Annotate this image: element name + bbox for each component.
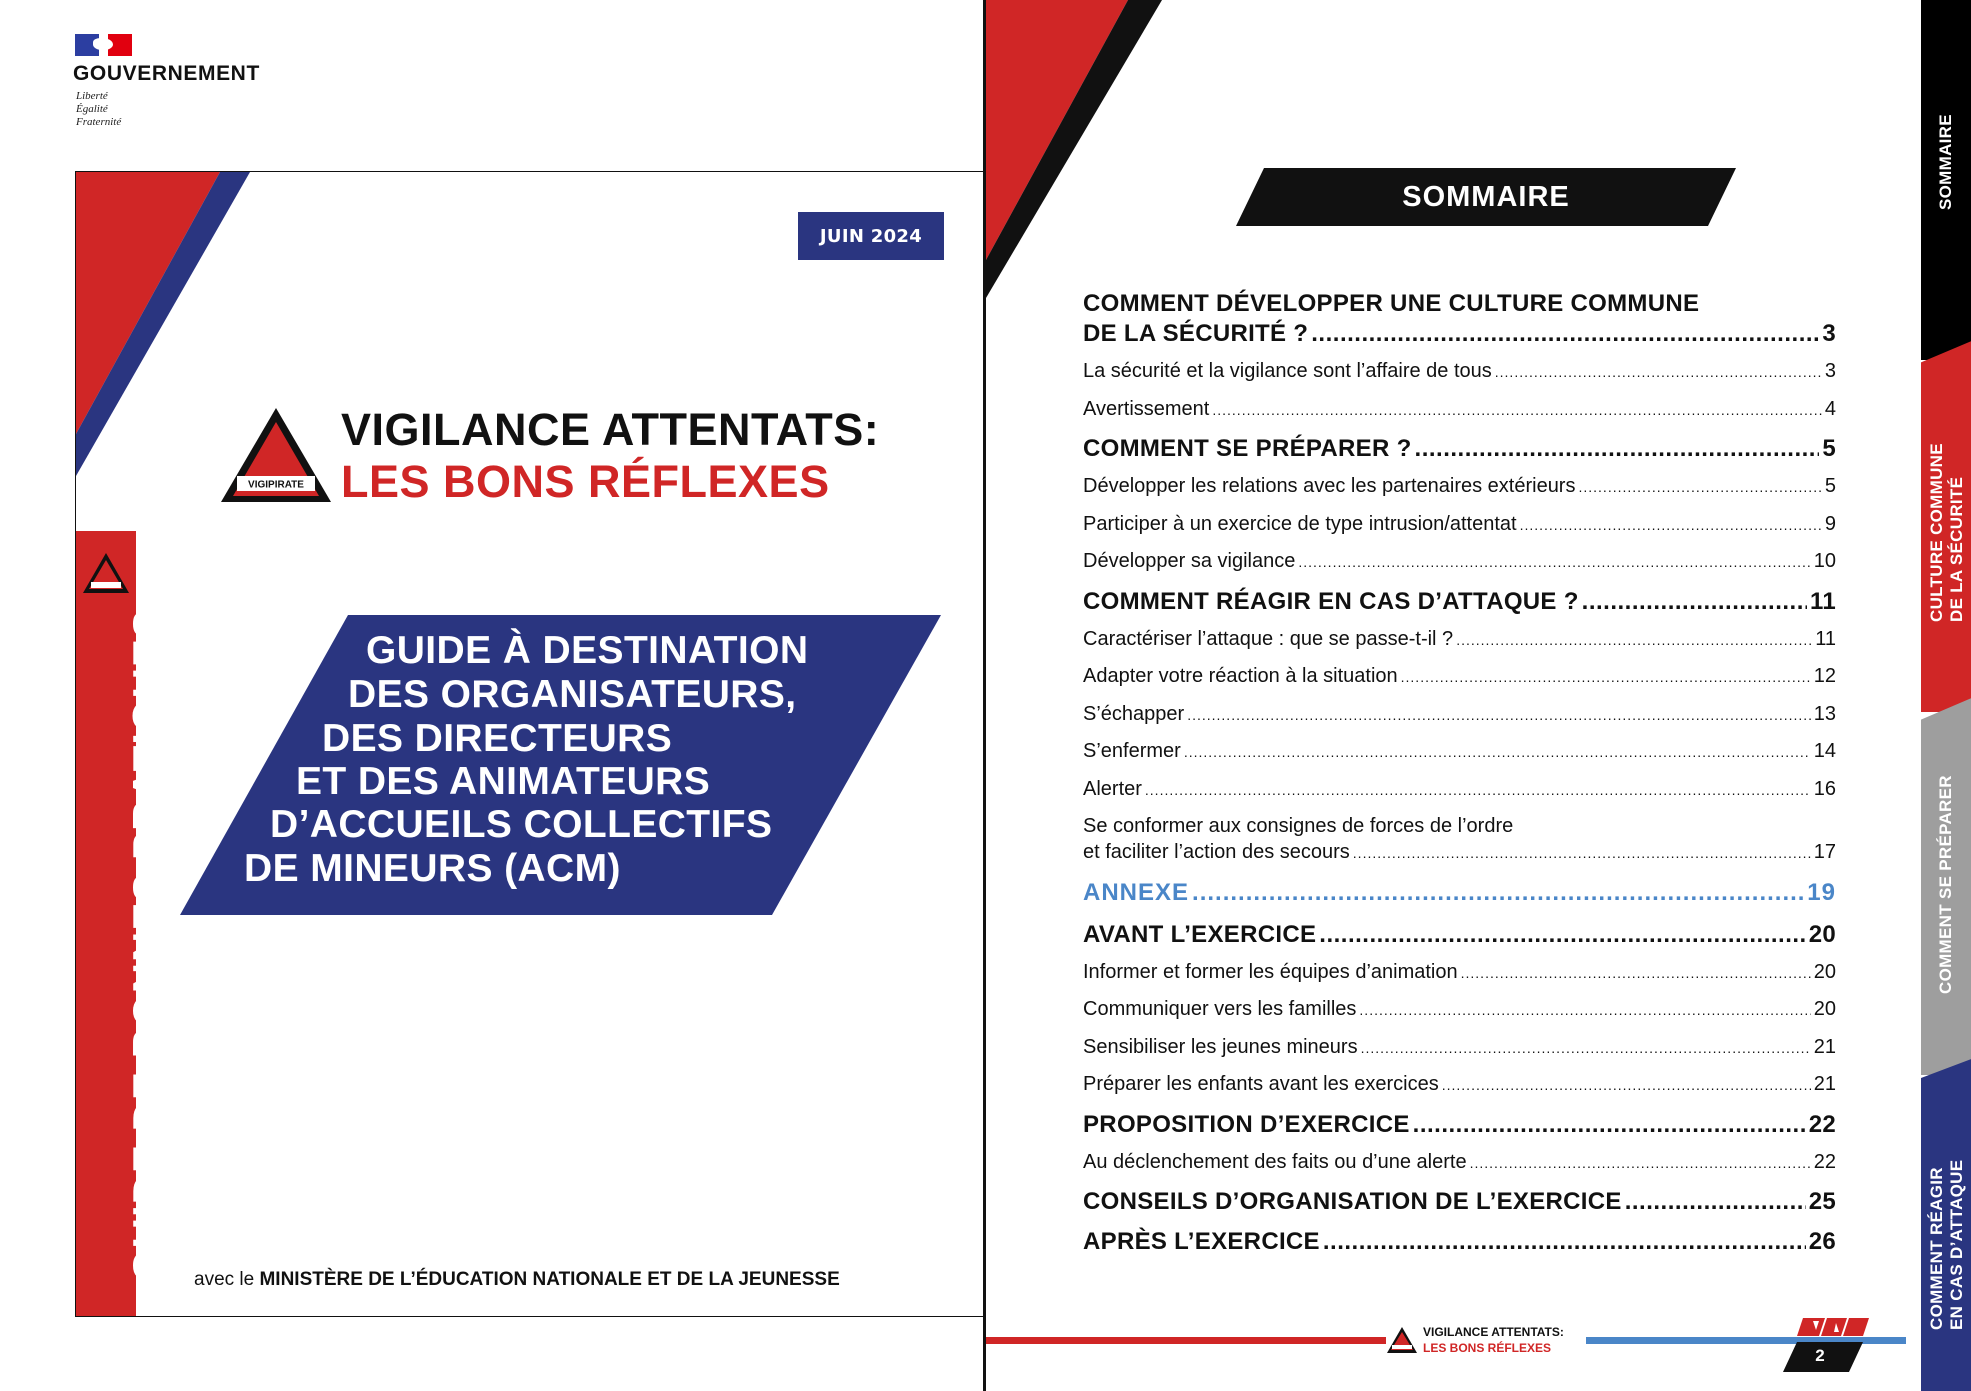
toc-page-number: 20 — [1813, 998, 1836, 1020]
toc-section-entry[interactable] — [1083, 435, 1836, 463]
toc-leader-dots — [1298, 550, 1810, 573]
section-tab-label: DE LA SÉCURITÉ — [1947, 476, 1966, 622]
section-tab-label: CULTURE COMMUNE — [1927, 443, 1946, 622]
toc-leader-dots — [1625, 1188, 1806, 1216]
guide-line: DES DIRECTEURS — [322, 717, 673, 760]
toc-entry-label: Au déclenchement des faits ou d’une alerte — [1083, 1150, 1467, 1173]
toc-leader-dots — [1415, 435, 1820, 463]
footer-title-line2: LES BONS RÉFLEXES — [1423, 1341, 1552, 1355]
cover-title-line1: VIGILANCE ATTENTATS: — [341, 404, 880, 455]
toc-leader-dots — [1401, 665, 1811, 688]
section-tab-label: COMMENT SE PRÉPARER — [1936, 775, 1955, 994]
toc-page-number: 3 — [1822, 320, 1836, 347]
toc-section-entry[interactable] — [1083, 1188, 1836, 1216]
ministry-credit: avec le MINISTÈRE DE L’ÉDUCATION NATIONALE ET DE LA JEUNESSE — [194, 1269, 840, 1290]
toc-leader-dots — [1578, 475, 1821, 498]
toc-entry-label: Participer à un exercice de type intrusion/attentat — [1083, 512, 1517, 535]
toc-entry-label: Adapter votre réaction à la situation — [1083, 665, 1398, 687]
date-badge: JUIN 2024 — [798, 212, 944, 260]
toc-entry-label: Se conformer aux consignes de forces de l’ordre — [1083, 815, 1514, 837]
toc-subsection-entry[interactable] — [1083, 703, 1836, 726]
toc-leader-dots — [1359, 998, 1810, 1021]
toc-page-number: 10 — [1813, 550, 1836, 572]
toc-subsection-entry[interactable] — [1083, 398, 1836, 421]
toc-entry-label: APRÈS L’EXERCICE — [1083, 1228, 1320, 1255]
toc-leader-dots — [1470, 1151, 1811, 1174]
guide-line: ET DES ANIMATEURS — [296, 760, 711, 803]
cover-page — [0, 0, 983, 1391]
toc-leader-dots — [1353, 841, 1811, 864]
toc-page-number: 16 — [1813, 777, 1836, 800]
toc-subsection-entry[interactable] — [1083, 475, 1836, 498]
toc-entry-label: Informer et former les équipes d’animation — [1083, 960, 1458, 983]
toc-subsection-entry[interactable] — [1083, 998, 1836, 1021]
footer-title-line1: VIGILANCE ATTENTATS: — [1423, 1325, 1564, 1339]
toc-page-number: 20 — [1813, 960, 1836, 983]
toc-entry-label: PROPOSITION D’EXERCICE — [1083, 1110, 1410, 1138]
vigipirate-logo-text: VIGIPIRATE — [248, 479, 304, 491]
section-tab-label: SOMMAIRE — [1936, 114, 1955, 210]
toc-entry-label: et faciliter l’action des secours — [1083, 841, 1350, 863]
toc-page-number: 21 — [1813, 1073, 1836, 1095]
toc-leader-dots — [1187, 703, 1811, 726]
corner-stripes-decoration — [986, 0, 1166, 310]
toc-entry-label: Caractériser l’attaque : que se passe-t-il ? — [1083, 627, 1454, 650]
toc-leader-dots — [1413, 1111, 1806, 1139]
page-number: 2 — [1815, 1346, 1825, 1365]
toc-page-number: 20 — [1808, 920, 1836, 948]
toc-subsection-entry[interactable] — [1083, 550, 1836, 573]
toc-entry-label: Développer sa vigilance — [1083, 550, 1296, 572]
toc-section-entry[interactable] — [1083, 921, 1836, 949]
toc-subsection-entry[interactable] — [1083, 1073, 1836, 1096]
cover-title-line2: LES BONS RÉFLEXES — [341, 456, 830, 507]
marianne-flag-logo — [75, 34, 132, 56]
toc-page-number: 13 — [1813, 702, 1836, 725]
toc-leader-dots — [1319, 921, 1805, 949]
sommaire-page — [983, 0, 1971, 1391]
toc-page-number: 17 — [1813, 841, 1836, 863]
toc-section-entry[interactable] — [1083, 588, 1836, 616]
toc-page-number: 22 — [1813, 1150, 1836, 1173]
toc-entry-label: Avertissement — [1083, 397, 1210, 420]
toc-section-entry[interactable] — [1083, 1111, 1836, 1139]
sommaire-title: SOMMAIRE — [1402, 180, 1570, 213]
government-name: GOUVERNEMENT — [73, 62, 260, 85]
toc-page-number: 12 — [1813, 665, 1836, 687]
toc-leader-dots — [1192, 879, 1804, 907]
toc-leader-dots — [1212, 398, 1822, 421]
toc-page-number: 3 — [1824, 360, 1836, 382]
toc-subsection-entry[interactable] — [1083, 961, 1836, 984]
toc-subsection-entry[interactable] — [1083, 841, 1836, 864]
toc-leader-dots — [1145, 778, 1811, 801]
toc-leader-dots — [1361, 1036, 1811, 1059]
government-motto: Liberté Égalité Fraternité — [76, 90, 122, 128]
toc-leader-dots — [1461, 961, 1811, 984]
toc-subsection-entry[interactable] — [1083, 740, 1836, 763]
toc-page-number: 4 — [1824, 397, 1836, 420]
toc-entry-label: Préparer les enfants avant les exercices — [1083, 1073, 1439, 1095]
toc-section-entry[interactable] — [1083, 320, 1836, 348]
toc-entry-label: COMMENT DÉVELOPPER UNE CULTURE COMMUNE — [1083, 290, 1700, 317]
footer-red-bar — [986, 1337, 1386, 1344]
toc-entry-label: Sensibiliser les jeunes mineurs — [1083, 1035, 1358, 1058]
toc-leader-dots — [1456, 628, 1812, 651]
toc-page-number: 14 — [1813, 740, 1836, 762]
guide-line: GUIDE À DESTINATION — [366, 629, 809, 672]
toc-entry-label: Communiquer vers les familles — [1083, 998, 1357, 1020]
toc-leader-dots — [1184, 740, 1811, 763]
toc-entry-label: Développer les relations avec les partenaires extérieurs — [1083, 475, 1576, 497]
toc-leader-dots — [1582, 588, 1807, 616]
cover-frame: JUIN 2024 VIGIPIRATE VIGILANCE ATTENTATS: LES BONS RÉFLEXES GUIDE À DESTINATION DES ORGANISATEURS, DES DIRECTEURS ET DES ANIMATEURS D’ACCUEILS COLLECTIFS DE MINEURS (ACM) GUIDE DE BONNES PRATIQUES avec le MINISTÈRE DE L’ÉDUCATION NATIONALE ET DE LA JEUNESSE — [75, 171, 984, 1317]
guide-line: DE MINEURS (ACM) — [244, 847, 621, 890]
section-tab-label: COMMENT RÉAGIR — [1927, 1167, 1946, 1330]
toc-entry-label: DE LA SÉCURITÉ ? — [1083, 320, 1309, 347]
toc-entry-label: COMMENT SE PRÉPARER ? — [1083, 435, 1412, 462]
toc-leader-dots — [1311, 320, 1819, 348]
toc-page-number: 5 — [1824, 475, 1836, 497]
toc-entry-label: S’échapper — [1083, 702, 1185, 725]
toc-leader-dots — [1323, 1228, 1806, 1256]
toc-section-entry[interactable] — [1083, 1228, 1836, 1256]
toc-page-number: 19 — [1807, 878, 1836, 906]
vigipirate-triangle-icon — [219, 406, 333, 504]
toc-page-number: 5 — [1822, 435, 1836, 462]
sommaire-banner — [1236, 168, 1736, 226]
toc-entry-label: AVANT L’EXERCICE — [1083, 920, 1317, 948]
toc-page-number: 11 — [1815, 627, 1836, 650]
toc-page-number: 25 — [1808, 1188, 1836, 1215]
toc-entry-label: COMMENT RÉAGIR EN CAS D’ATTAQUE ? — [1083, 587, 1579, 615]
toc-subsection-entry[interactable] — [1083, 628, 1836, 651]
toc-subsection-entry[interactable] — [1083, 665, 1836, 688]
guide-line: D’ACCUEILS COLLECTIFS — [270, 803, 773, 846]
toc-subsection-entry[interactable] — [1083, 513, 1836, 536]
toc-subsection-entry[interactable] — [1083, 1036, 1836, 1059]
toc-leader-dots — [1442, 1073, 1811, 1096]
toc-subsection-entry[interactable] — [1083, 778, 1836, 801]
toc-annex-entry[interactable] — [1083, 879, 1836, 907]
toc-entry-label: ANNEXE — [1083, 878, 1190, 906]
vigipirate-small-icon — [82, 552, 130, 594]
section-tab-label: EN CAS D’ATTAQUE — [1947, 1159, 1966, 1330]
toc-page-number: 21 — [1813, 1035, 1836, 1058]
toc-subsection-entry[interactable] — [1083, 360, 1836, 383]
toc-leader-dots — [1495, 360, 1822, 383]
toc-page-number: 22 — [1808, 1110, 1836, 1138]
vigipirate-footer-icon — [1386, 1326, 1418, 1354]
toc-page-number: 11 — [1810, 587, 1836, 615]
toc-entry-label: Alerter — [1083, 777, 1142, 800]
toc-entry-label: CONSEILS D’ORGANISATION DE L’EXERCICE — [1083, 1188, 1622, 1215]
toc-subsection-entry[interactable] — [1083, 1151, 1836, 1174]
toc-page-number: 9 — [1824, 512, 1836, 535]
toc-entry-label: S’enfermer — [1083, 740, 1181, 762]
guide-banner — [180, 615, 941, 915]
guide-line: DES ORGANISATEURS, — [348, 673, 797, 716]
toc-entry-label: La sécurité et la vigilance sont l’affaire de tous — [1083, 360, 1492, 382]
toc-leader-dots — [1520, 513, 1822, 536]
toc-page-number: 26 — [1808, 1228, 1836, 1255]
